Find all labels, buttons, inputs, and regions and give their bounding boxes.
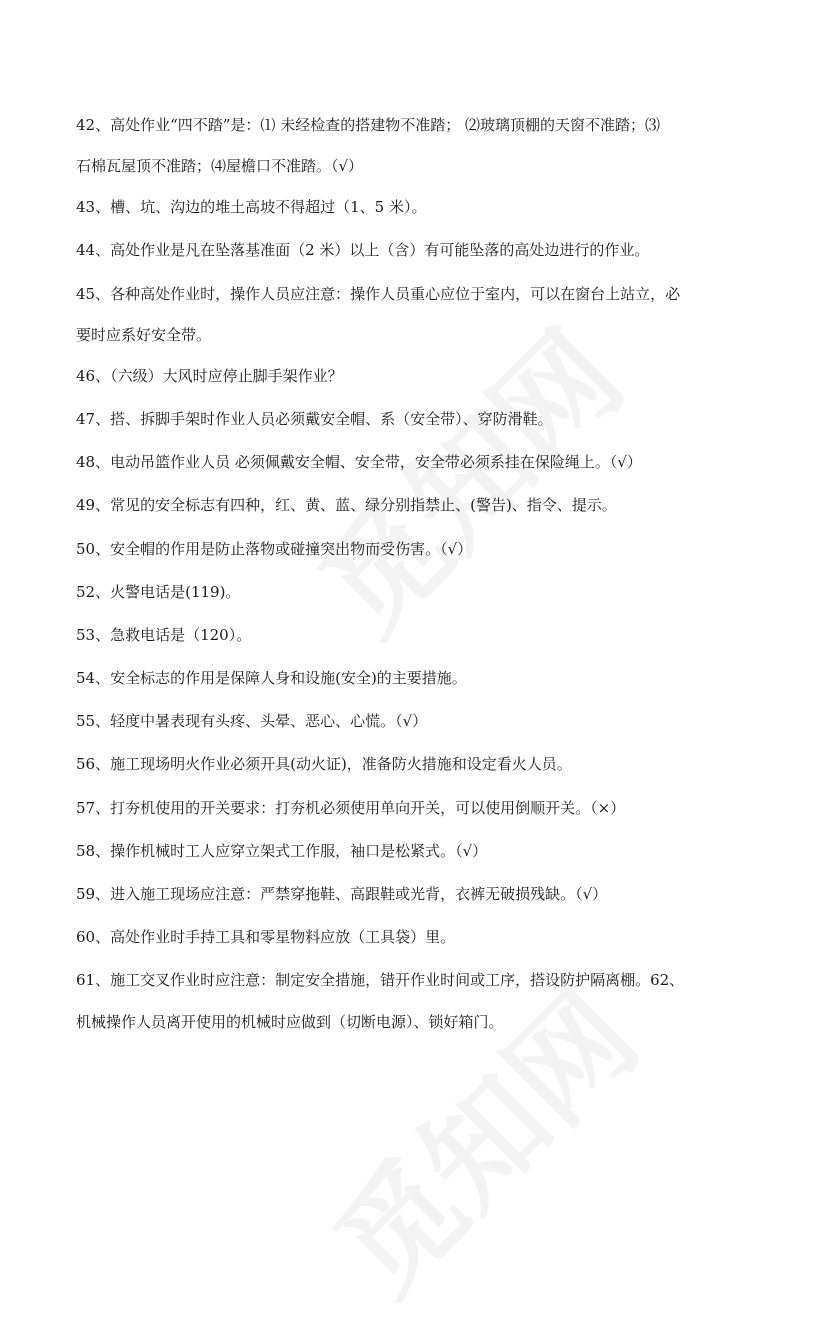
text-line: 46、（六级）大风时应停止脚手架作业？ bbox=[76, 366, 343, 385]
text-line: 机械操作人员离开使用的机械时应做到（切断电源）、锁好箱门。 bbox=[76, 1012, 504, 1031]
text-line: 50、安全帽的作用是防止落物或碰撞突出物而受伤害。（√） bbox=[76, 539, 473, 558]
text-line: 58、操作机械时工人应穿立架式工作服，袖口是松紧式。（√） bbox=[76, 841, 488, 860]
text-line: 54、安全标志的作用是保障人身和设施(安全)的主要措施。 bbox=[76, 669, 467, 688]
text-line: 56、施工现场明火作业必须开具(动火证)，准备防火措施和设定看火人员。 bbox=[76, 755, 572, 774]
text-line: 53、急救电话是（120）。 bbox=[76, 625, 252, 644]
text-line: 43、槽、坑、沟边的堆土高坡不得超过（1、5 米）。 bbox=[76, 198, 427, 217]
text-line: 60、高处作业时手持工具和零星物料应放（工具袋）里。 bbox=[76, 928, 456, 947]
text-line: 57、打夯机使用的开关要求：打夯机必须使用单向开关，可以使用倒顺开关。（×） bbox=[76, 798, 626, 817]
text-line: 61、施工交叉作业时应注意：制定安全措施，错开作业时间或工序，搭设防护隔离棚。62、 bbox=[76, 971, 685, 990]
text-line: 49、常见的安全标志有四种，红、黄、蓝、绿分别指禁止、(警告)、指令、提示。 bbox=[76, 496, 617, 515]
text-line: 要时应系好安全带。 bbox=[76, 325, 212, 344]
text-line: 44、高处作业是凡在坠落基准面（2 米）以上（含）有可能坠落的高处边进行的作业。 bbox=[76, 241, 650, 260]
text-line: 石棉瓦屋顶不准踏；⑷屋檐口不准踏。（√） bbox=[76, 157, 364, 176]
text-line: 59、进入施工现场应注意：严禁穿拖鞋、高跟鞋或光背，衣裤无破损残缺。（√） bbox=[76, 885, 608, 903]
text-line: 42、高处作业“四不踏”是：⑴ 未经检查的搭建物不准踏； ⑵玻璃顶棚的天窗不准踏；⑶ bbox=[76, 116, 660, 134]
text-line: 47、搭、拆脚手架时作业人员必须戴安全帽、系（安全带）、穿防滑鞋。 bbox=[76, 409, 553, 428]
document-body bbox=[76, 104, 764, 1042]
text-line: 52、火警电话是(119)。 bbox=[76, 582, 241, 601]
text-line: 48、电动吊篮作业人员 必须佩戴安全帽、安全带，安全带必须系挂在保险绳上。（√） bbox=[76, 453, 642, 472]
text-line: 55、轻度中暑表现有头疼、头晕、恶心、心慌。（√） bbox=[76, 712, 428, 731]
text-line: 45、各种高处作业时，操作人员应注意：操作人员重心应位于室内，可以在窗台上站立，必 bbox=[76, 284, 681, 303]
